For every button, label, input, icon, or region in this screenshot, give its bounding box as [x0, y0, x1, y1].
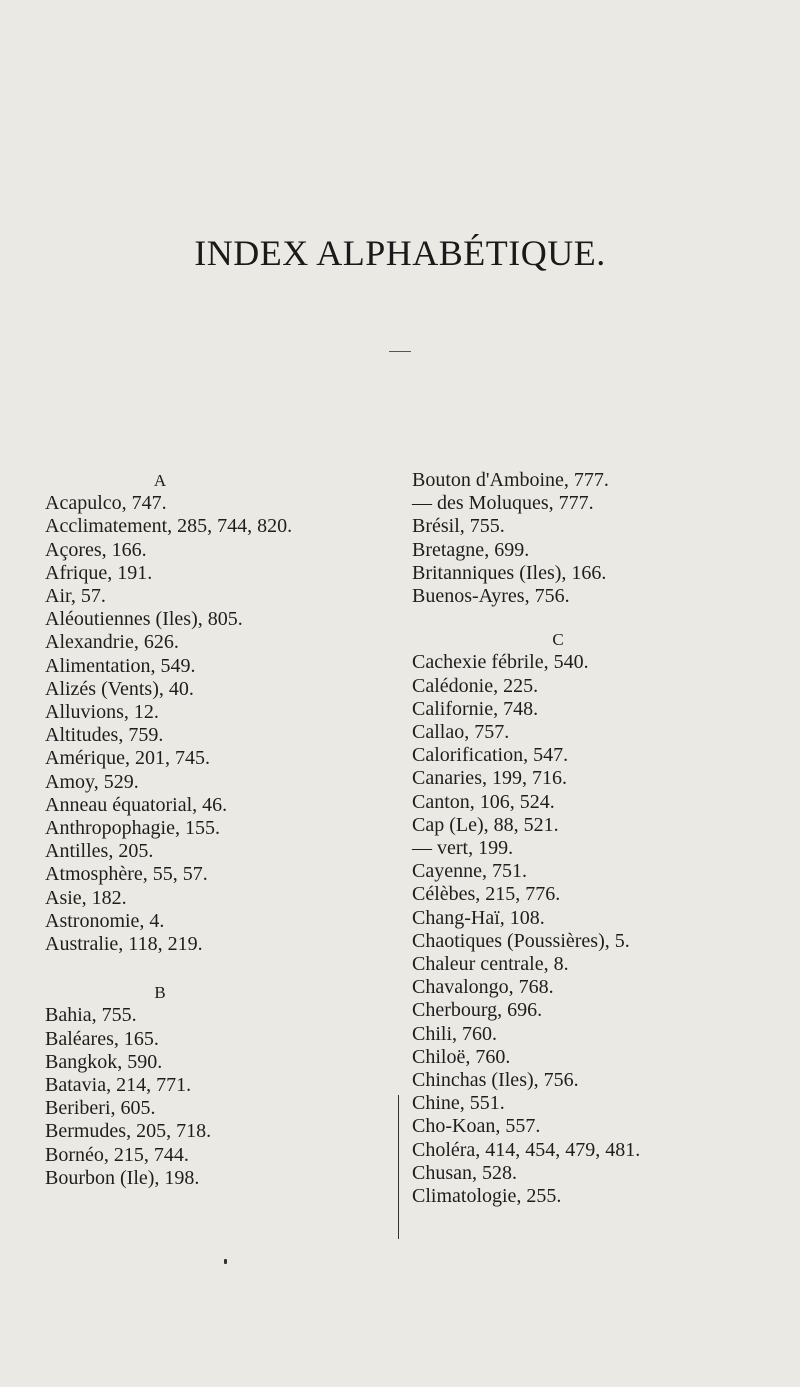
- index-entry: Cho-Koan, 557.: [412, 1115, 541, 1138]
- index-entry: Bornéo, 215, 744.: [45, 1143, 189, 1166]
- print-speck: [224, 1259, 227, 1264]
- index-entry: Alizés (Vents), 40.: [45, 677, 194, 700]
- section-letter-b: B: [154, 983, 166, 1003]
- index-entry: Batavia, 214, 771.: [45, 1074, 192, 1097]
- section-b-continued-entries: [412, 469, 792, 608]
- index-entry: Bermudes, 205, 718.: [45, 1120, 212, 1143]
- right-column: [412, 469, 792, 1208]
- section-letter-c: C: [552, 630, 564, 650]
- index-entry: Bouton d'Amboine, 777.: [412, 469, 609, 491]
- page-title: INDEX ALPHABÉTIQUE.: [194, 233, 606, 273]
- index-entry: Baléares, 165.: [45, 1027, 159, 1050]
- index-entry: Bretagne, 699.: [412, 538, 530, 561]
- index-entry: Australie, 118, 219.: [45, 933, 203, 956]
- index-entry: Alluvions, 12.: [45, 701, 159, 724]
- index-entry: Chili, 760.: [412, 1022, 498, 1045]
- index-entry: Anthropophagie, 155.: [45, 817, 220, 840]
- title-rule: [389, 351, 411, 352]
- index-entry: Acclimatement, 285, 744, 820.: [45, 515, 293, 538]
- index-entry: Bahia, 755.: [45, 1004, 137, 1027]
- left-column: [45, 469, 385, 1190]
- index-entry: Amoy, 529.: [45, 770, 139, 793]
- index-entry: Alimentation, 549.: [45, 654, 196, 677]
- index-entry: Chaleur centrale, 8.: [412, 953, 569, 976]
- index-entry: Açores, 166.: [45, 538, 147, 561]
- index-entry: Aléoutiennes (Iles), 805.: [45, 608, 243, 631]
- index-entry: Chine, 551.: [412, 1092, 505, 1115]
- index-entry: Amérique, 201, 745.: [45, 747, 210, 770]
- column-divider-line: [398, 1095, 399, 1239]
- index-entry: Bangkok, 590.: [45, 1050, 163, 1073]
- index-entry: Cachexie fébrile, 540.: [412, 651, 589, 674]
- section-a-entries: [45, 492, 385, 956]
- index-entry: Altitudes, 759.: [45, 724, 164, 747]
- index-entry: Callao, 757.: [412, 721, 510, 744]
- index-entry: Cayenne, 751.: [412, 860, 527, 883]
- index-entry: Californie, 748.: [412, 697, 539, 720]
- index-entry: Chaotiques (Poussières), 5.: [412, 929, 630, 952]
- index-entry: Canaries, 199, 716.: [412, 767, 567, 790]
- index-entry: Choléra, 414, 454, 479, 481.: [412, 1138, 641, 1161]
- index-entry: Calédonie, 225.: [412, 674, 539, 697]
- index-entry: Astronomie, 4.: [45, 909, 165, 932]
- index-entry: Afrique, 191.: [45, 561, 153, 584]
- index-entry: Anneau équatorial, 46.: [45, 793, 228, 816]
- index-entry: Climatologie, 255.: [412, 1185, 562, 1208]
- index-entry: Air, 57.: [45, 585, 106, 608]
- index-entry: Brésil, 755.: [412, 515, 505, 538]
- index-entry: Antilles, 205.: [45, 840, 154, 863]
- index-entry: Chiloë, 760.: [412, 1045, 511, 1068]
- index-entry: Alexandrie, 626.: [45, 631, 179, 654]
- index-entry: Cherbourg, 696.: [412, 999, 543, 1022]
- section-b-entries: [45, 1004, 385, 1190]
- index-entry: Beriberi, 605.: [45, 1097, 156, 1120]
- index-entry: Acapulco, 747.: [45, 492, 167, 515]
- section-letter-a: A: [153, 471, 167, 490]
- index-entry: Bourbon (Ile), 198.: [45, 1166, 200, 1189]
- section-c-entries: [412, 651, 792, 1208]
- index-entry: Atmosphère, 55, 57.: [45, 863, 208, 886]
- index-entry: Buenos-Ayres, 756.: [412, 585, 570, 608]
- index-entry: — des Moluques, 777.: [412, 492, 594, 515]
- index-entry: Cap (Le), 88, 521.: [412, 813, 559, 836]
- index-entry: Asie, 182.: [45, 886, 127, 909]
- index-entry: — vert, 199.: [412, 837, 514, 860]
- index-entry: Canton, 106, 524.: [412, 790, 555, 813]
- index-entry: Britanniques (Iles), 166.: [412, 561, 607, 584]
- index-entry: Chang-Haï, 108.: [412, 906, 545, 929]
- index-entry: Célèbes, 215, 776.: [412, 883, 561, 906]
- index-entry: Calorification, 547.: [412, 744, 569, 767]
- index-entry: Chavalongo, 768.: [412, 976, 554, 999]
- index-entry: Chinchas (Iles), 756.: [412, 1069, 579, 1092]
- index-entry: Chusan, 528.: [412, 1161, 517, 1184]
